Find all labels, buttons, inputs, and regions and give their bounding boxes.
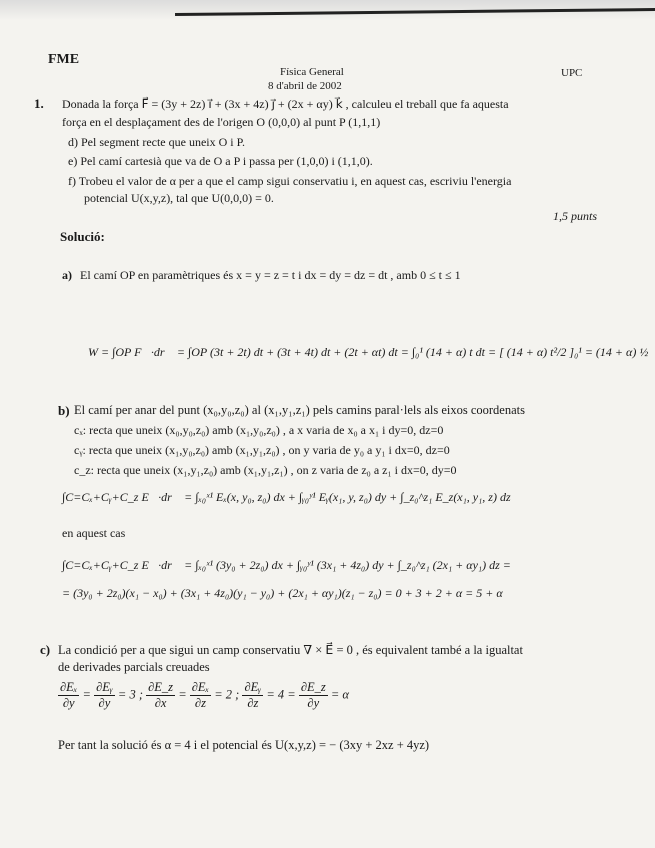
part-c-derivatives: $\frac{\text{∂Eₓ}}{\partial y}$ = $\frac{\text{∂Eᵧ}}{\partial y}$ = 3 ; $\frac{\partial E\_z}{\partial x}$ = $\frac{\text{∂Eₓ}}{\partial z}$ = 2 ; $\frac{\text{∂Eᵧ}}{\partial z}$ = 4 = $\frac{\partial E\_z}{\partial y}$ = α (60, 680, 349, 710)
part-a-equation: W = ∫OP F⃗·dr⃗ = ∫OP (3t + 2t) dt + (3t + 4t) dt + (2t + αt) dt = ∫₀¹ (14 + α) t dt = [ (14 + α) t²/2 ]₀¹ = (14 + α) ½ (88, 345, 649, 359)
fraction: $\frac{\text{∂Eᵧ}}{\partial y}$ (96, 680, 113, 710)
part-c-text2: de derivades parcials creuades (58, 660, 210, 674)
problem-part-f-line1: f) Trobeu el valor de α per a que el camp sigui conservatiu i, en aquest cas, escriviu l'energia (68, 174, 512, 188)
solution-title: Solució: (60, 229, 105, 244)
fraction: $\frac{\text{∂Eₓ}}{\partial z}$ (191, 680, 210, 710)
fraction: $\frac{\partial E\_z}{\partial y}$ (300, 680, 326, 710)
part-a-label: a) (62, 268, 72, 282)
problem-part-e: e) Pel camí cartesià que va de O a P i passa per (1,0,0) i (1,1,0). (68, 154, 373, 168)
problem-points: 1,5 punts (553, 209, 598, 223)
part-b-case-integral: ∫C=Cₓ+Cᵧ+C_z E⃗·dr⃗ = ∫ₓ₀ˣ¹ (3y₀ + 2z₀) dx + ∫ᵧ₀ʸ¹ (3x₁ + 4z₀) dy + ∫_z₀^z₁ (2x₁ + αy₁) dz = (62, 558, 511, 572)
header-course: Física General (280, 66, 344, 78)
fraction: $\frac{\text{∂Eₓ}}{\partial y}$ (60, 680, 78, 710)
header-date: 8 d'abril de 2002 (268, 80, 342, 92)
part-c-text1: La condició per a que sigui un camp conservatiu ∇ × E⃗ = 0 , és equivalent també a la igualtat (58, 643, 523, 657)
part-b-result: = (3y₀ + 2z₀)(x₁ − x₀) + (3x₁ + 4z₀)(y₁ − y₀) + (2x₁ + αy₁)(z₁ − z₀) = 0 + 3 + 2 + α = 5 + α (62, 586, 503, 600)
header-left: FME (48, 52, 80, 67)
problem-number: 1. (34, 96, 44, 111)
part-a-text: El camí OP en paramètriques és x = y = z = t i dx = dy = dz = dt , amb 0 ≤ t ≤ 1 (80, 268, 461, 282)
part-b-in-case: en aquest cas (62, 526, 126, 540)
problem-statement-line2: força en el desplaçament des de l'origen O (0,0,0) al punt P (1,1,1) (62, 115, 381, 129)
problem-part-f-line2: potencial U(x,y,z), tal que U(0,0,0) = 0. (84, 191, 274, 205)
part-b-text: El camí per anar del punt (x₀,y₀,z₀) al (x₁,y₁,z₁) pels camins paral·lels als eixos coordenats (74, 403, 525, 417)
problem-statement-line1: Donada la força F⃗ = (3y + 2z) i⃗ + (3x + 4z) j⃗ + (2x + αy) k⃗ , calculeu el treball que fa aquesta (62, 97, 509, 111)
part-b-cz: c_z: recta que uneix (x₁,y₁,z₀) amb (x₁,y₁,z₁) , on z varia de z₀ a z₁ i dx=0, dy=0 (74, 463, 457, 477)
fraction: $\frac{\partial E\_z}{\partial x}$ (148, 680, 174, 710)
part-b-cy: cᵧ: recta que uneix (x₁,y₀,z₀) amb (x₁,y₁,z₀) , on y varia de y₀ a y₁ i dx=0, dz=0 (74, 443, 450, 457)
part-c-label: c) (40, 642, 51, 657)
part-b-label: b) (58, 403, 70, 418)
problem-part-d: d) Pel segment recte que uneix O i P. (68, 135, 245, 149)
part-b-general-integral: ∫C=Cₓ+Cᵧ+C_z E⃗·dr⃗ = ∫ₓ₀ˣ¹ Eₓ(x, y₀, z₀) dx + ∫ᵧ₀ʸ¹ Eᵧ(x₁, y, z₀) dy + ∫_z₀^z₁ E_z(x₁, y₁, z) dz (62, 490, 511, 504)
header-right: UPC (561, 67, 583, 79)
part-c-final: Per tant la solució és α = 4 i el potencial és U(x,y,z) = − (3xy + 2xz + 4yz) (58, 738, 430, 752)
fraction: $\frac{\text{∂Eᵧ}}{\partial z}$ (244, 680, 262, 710)
part-b-cx: cₓ: recta que uneix (x₀,y₀,z₀) amb (x₁,y₀,z₀) , a x varia de x₀ a x₁ i dy=0, dz=0 (74, 423, 444, 437)
